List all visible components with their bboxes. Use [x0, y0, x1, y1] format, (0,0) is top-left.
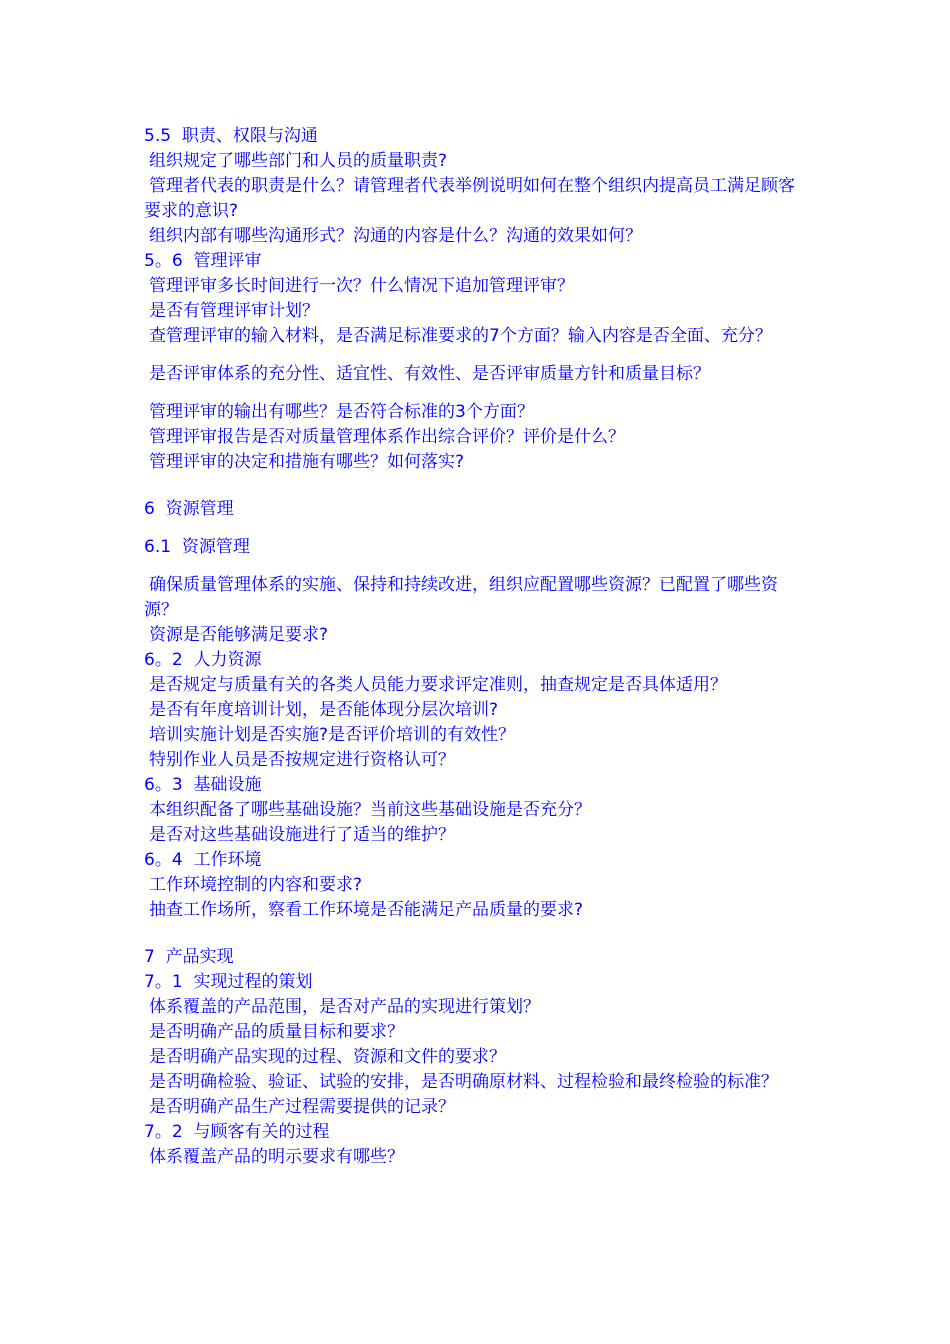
- question-line: 确保质量管理体系的实施、保持和持续改进，组织应配置哪些资源？已配置了哪些资源？: [144, 575, 778, 620]
- question-line: 是否明确产品实现的过程、资源和文件的要求？: [149, 1047, 506, 1067]
- question-line: 是否规定与质量有关的各类人员能力要求评定准则，抽查规定是否具体适用？: [149, 675, 727, 695]
- question-line: 资源是否能够满足要求?: [149, 625, 329, 645]
- question-line: 体系覆盖的产品范围，是否对产品的实现进行策划？: [149, 997, 540, 1017]
- section-heading-5-6: 5。6 管理评审: [144, 251, 262, 271]
- question-line: 培训实施计划是否实施?是否评价培训的有效性？: [149, 725, 516, 745]
- question-line: 是否评审体系的充分性、适宜性、有效性、是否评审质量方针和质量目标？: [149, 364, 710, 384]
- question-line: 是否明确产品的质量目标和要求？: [149, 1022, 404, 1042]
- question-line: 是否有年度培训计划，是否能体现分层次培训?: [149, 700, 499, 720]
- question-line: 是否对这些基础设施进行了适当的维护？: [149, 825, 455, 845]
- question-line: 管理评审的输出有哪些？是否符合标准的3个方面？: [149, 402, 534, 422]
- question-line: 是否明确产品生产过程需要提供的记录？: [149, 1097, 455, 1117]
- section-heading-7-1: 7。1 实现过程的策划: [144, 972, 313, 992]
- question-line: 本组织配备了哪些基础设施？当前这些基础设施是否充分？: [149, 800, 591, 820]
- question-line: 是否明确检验、验证、试验的安排，是否明确原材料、过程检验和最终检验的标准？: [149, 1072, 778, 1092]
- question-line: 查管理评审的输入材料，是否满足标准要求的7个方面？输入内容是否全面、充分？: [149, 326, 772, 346]
- question-line: 管理评审多长时间进行一次？什么情况下追加管理评审？: [149, 276, 574, 296]
- section-heading-7-2: 7。2 与顾客有关的过程: [144, 1122, 330, 1142]
- question-line: 抽查工作场所，察看工作环境是否能满足产品质量的要求?: [149, 900, 584, 920]
- document-page: [144, 124, 808, 1170]
- section-heading-5-5: 5.5 职责、权限与沟通: [144, 126, 318, 146]
- question-line: 管理评审的决定和措施有哪些？如何落实?: [149, 452, 465, 472]
- question-line: 工作环境控制的内容和要求?: [149, 875, 363, 895]
- question-line: 组织规定了哪些部门和人员的质量职责?: [149, 151, 448, 171]
- section-heading-6-1: 6.1 资源管理: [144, 537, 250, 557]
- question-line: 组织内部有哪些沟通形式？沟通的内容是什么？沟通的效果如何？: [149, 226, 642, 246]
- section-heading-6-2: 6。2 人力资源: [144, 650, 262, 670]
- section-heading-6-4: 6。4 工作环境: [144, 850, 262, 870]
- chapter-heading-6: 6 资源管理: [144, 499, 234, 519]
- question-line: 是否有管理评审计划？: [149, 301, 319, 321]
- question-line: 特别作业人员是否按规定进行资格认可？: [149, 750, 455, 770]
- section-heading-6-3: 6。3 基础设施: [144, 775, 262, 795]
- chapter-heading-7: 7 产品实现: [144, 947, 234, 967]
- question-line: 管理评审报告是否对质量管理体系作出综合评价？评价是什么？: [149, 427, 625, 447]
- question-line: 体系覆盖产品的明示要求有哪些？: [149, 1147, 404, 1167]
- question-line: 管理者代表的职责是什么？请管理者代表举例说明如何在整个组织内提高员工满足顾客要求的意识?: [144, 176, 795, 221]
